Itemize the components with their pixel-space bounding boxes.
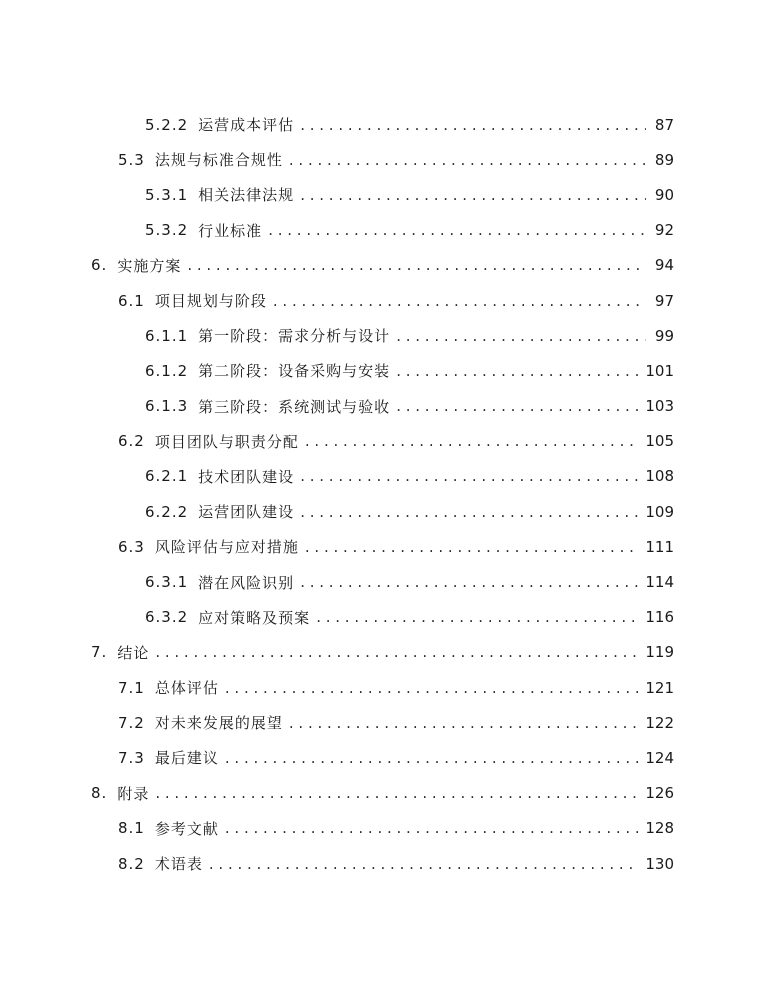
toc-entry[interactable] [0, 494, 765, 529]
toc-entry[interactable] [0, 670, 765, 705]
toc-entry-number: 6.2.2 [145, 502, 189, 521]
toc-entry-number: 6. [91, 256, 108, 275]
toc-entry[interactable] [0, 600, 765, 635]
dot-leader [273, 292, 646, 310]
toc-entry-title: 应对策略及预案 [198, 608, 311, 627]
toc-entry-title: 运营成本评估 [198, 116, 295, 135]
toc-entry-number: 6.2 [118, 432, 145, 451]
dot-leader [225, 819, 639, 837]
dot-leader [396, 397, 639, 415]
toc-entry-title: 术语表 [154, 855, 203, 874]
toc-entry-page: 94 [654, 256, 674, 275]
toc-entry-page: 126 [645, 784, 674, 803]
toc-entry-number: 5.2.2 [145, 115, 189, 134]
toc-entry-number: 7.2 [118, 713, 145, 732]
toc-entry-title: 风险评估与应对措施 [154, 538, 299, 557]
toc-entry-number: 7. [91, 643, 108, 662]
toc-entry-title: 项目规划与阶段 [154, 292, 267, 311]
toc-entry-page: 87 [654, 115, 674, 134]
toc-entry[interactable] [0, 776, 765, 811]
toc-entry[interactable] [0, 177, 765, 212]
dot-leader [300, 573, 639, 591]
toc-entry-number: 6.1.2 [145, 361, 189, 380]
dot-leader [300, 467, 639, 485]
toc-entry-page: 114 [645, 573, 674, 592]
toc-entry-page: 92 [654, 221, 674, 240]
toc-entry-title: 参考文献 [154, 819, 219, 838]
dot-leader [300, 503, 639, 521]
toc-entry[interactable] [0, 107, 765, 142]
toc-entry-title: 第三阶段：系统测试与验收 [198, 397, 391, 416]
toc-entry-page: 90 [654, 185, 674, 204]
dot-leader [155, 643, 639, 661]
toc-entry[interactable] [0, 705, 765, 740]
toc-entry-number: 6.1.3 [145, 397, 189, 416]
toc-entry-page: 111 [645, 537, 674, 556]
toc-entry[interactable] [0, 811, 765, 846]
toc-entry-page: 89 [654, 150, 674, 169]
dot-leader [305, 432, 639, 450]
toc-entry-page: 108 [645, 467, 674, 486]
toc-entry-page: 130 [645, 854, 674, 873]
toc-entry[interactable] [0, 740, 765, 775]
toc-entry[interactable] [0, 248, 765, 283]
toc-entry-number: 5.3.1 [145, 185, 189, 204]
toc-entry-title: 潜在风险识别 [198, 573, 295, 592]
toc-entry-title: 行业标准 [198, 221, 263, 240]
dot-leader [300, 116, 646, 134]
toc-entry-number: 5.3.2 [145, 221, 189, 240]
dot-leader [316, 608, 639, 626]
toc-entry-page: 103 [645, 397, 674, 416]
toc-entry-title: 总体评估 [154, 679, 219, 698]
toc-entry-title: 对未来发展的展望 [154, 714, 283, 733]
toc-entry-title: 最后建议 [154, 749, 219, 768]
toc-entry[interactable] [0, 564, 765, 599]
toc-entry-title: 法规与标准合规性 [154, 151, 283, 170]
dot-leader [305, 538, 639, 556]
toc-entry-title: 相关法律法规 [198, 186, 295, 205]
toc-entry-title: 第二阶段：设备采购与安装 [198, 362, 391, 381]
dot-leader [268, 221, 646, 239]
dot-leader [225, 679, 639, 697]
toc-entry[interactable] [0, 846, 765, 881]
toc-entry-page: 99 [654, 326, 674, 345]
toc-entry-page: 105 [645, 432, 674, 451]
dot-leader [187, 256, 646, 274]
toc-entry-number: 6.2.1 [145, 467, 189, 486]
toc-entry[interactable] [0, 142, 765, 177]
toc-entry-page: 124 [645, 748, 674, 767]
toc-entry-title: 项目团队与职责分配 [154, 432, 299, 451]
dot-leader [396, 362, 639, 380]
toc-entry[interactable] [0, 635, 765, 670]
toc-entry-number: 6.1 [118, 291, 145, 310]
dot-leader [300, 186, 646, 204]
toc-entry-page: 116 [645, 608, 674, 627]
toc-entry-title: 结论 [117, 643, 150, 662]
toc-entry[interactable] [0, 318, 765, 353]
dot-leader [155, 784, 639, 802]
toc-entry-title: 技术团队建设 [198, 467, 295, 486]
toc-entry-page: 121 [645, 678, 674, 697]
toc-entry[interactable] [0, 529, 765, 564]
toc-entry-number: 8. [91, 784, 108, 803]
toc-entry-page: 97 [654, 291, 674, 310]
toc-entry-number: 7.3 [118, 748, 145, 767]
toc-entry-number: 6.3.2 [145, 608, 189, 627]
toc-entry-title: 实施方案 [117, 256, 182, 275]
toc-entry-number: 6.1.1 [145, 326, 189, 345]
toc-entry-page: 122 [645, 713, 674, 732]
toc-entry-page: 128 [645, 819, 674, 838]
toc-entry-number: 6.3 [118, 537, 145, 556]
toc-entry[interactable] [0, 459, 765, 494]
toc-entry-page: 109 [645, 502, 674, 521]
dot-leader [289, 151, 646, 169]
dot-leader [289, 714, 639, 732]
dot-leader [225, 749, 639, 767]
toc-entry-number: 7.1 [118, 678, 145, 697]
dot-leader [209, 855, 639, 873]
toc-entry[interactable] [0, 353, 765, 388]
toc-entry-page: 101 [645, 361, 674, 380]
toc-entry-title: 第一阶段：需求分析与设计 [198, 327, 391, 346]
toc-entry-number: 8.1 [118, 819, 145, 838]
toc-entry-number: 8.2 [118, 854, 145, 873]
toc-entry[interactable] [0, 424, 765, 459]
toc-entry-number: 5.3 [118, 150, 145, 169]
toc-entry[interactable] [0, 283, 765, 318]
toc-entry-page: 119 [645, 643, 674, 662]
toc-entry[interactable] [0, 213, 765, 248]
toc-entry-title: 运营团队建设 [198, 503, 295, 522]
toc-entry[interactable] [0, 389, 765, 424]
table-of-contents [0, 107, 765, 881]
toc-entry-title: 附录 [117, 784, 150, 803]
toc-entry-number: 6.3.1 [145, 573, 189, 592]
dot-leader [396, 327, 646, 345]
